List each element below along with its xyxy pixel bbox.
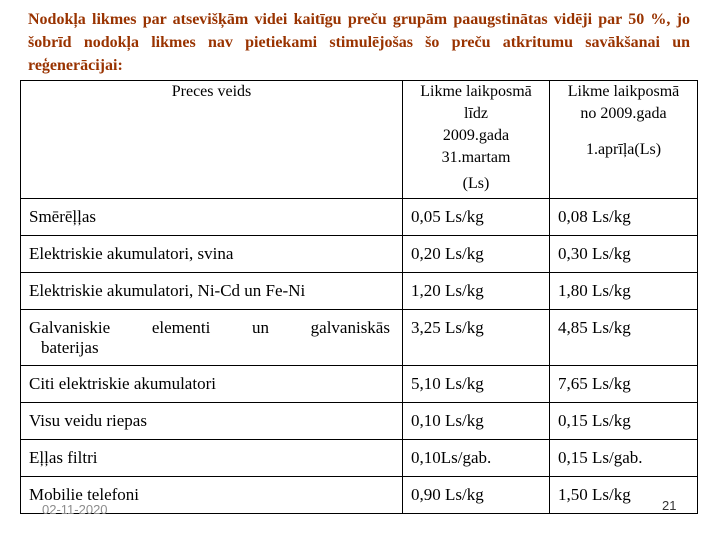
- product-name: Smērēļļas: [21, 199, 403, 236]
- table-row: [21, 440, 698, 477]
- table-row: [21, 236, 698, 273]
- rate-from: 0,08 Ls/kg: [550, 199, 698, 236]
- rate-until: 0,10 Ls/kg: [403, 403, 550, 440]
- product-name: Mobilie telefoni: [21, 477, 403, 514]
- header-col2-line: (Ls): [462, 175, 490, 192]
- header-product-type: Preces veids: [21, 81, 403, 199]
- table-header-row: [21, 81, 698, 199]
- name-word: un: [252, 318, 270, 337]
- table-row: [21, 273, 698, 310]
- header-col3-line: no 2009.gada: [580, 105, 667, 122]
- page-number: 21: [662, 498, 677, 513]
- product-name: Citi elektriskie akumulatori: [21, 366, 403, 403]
- rate-from: 0,15 Ls/gab.: [550, 440, 698, 477]
- rate-from: 0,15 Ls/kg: [550, 403, 698, 440]
- table-row: [21, 477, 698, 514]
- product-name: Elektriskie akumulatori, Ni-Cd un Fe-Ni: [21, 273, 403, 310]
- header-col2-line: Likme laikposmā: [420, 83, 532, 100]
- intro-paragraph: Nodokļa likmes par atsevišķām videi kaitīgu preču grupām paaugstinātas vidēji par 50 %, jo šobrīd nodokļa likmes nav pietiekami stimulējošas šo preču atkritumu savākšanai un reģenerācijai:: [28, 11, 690, 74]
- name-word: elementi: [151, 318, 211, 337]
- tax-rates-table: [20, 80, 698, 514]
- product-name: [21, 310, 403, 366]
- header-col3-line: Likme laikposmā: [567, 83, 680, 100]
- product-name-line2: baterijas: [41, 338, 99, 357]
- product-name: Visu veidu riepas: [21, 403, 403, 440]
- rate-until: 0,10Ls/gab.: [403, 440, 550, 477]
- name-word: Galvaniskie: [29, 318, 111, 337]
- header-rate-until-2009-03-31: [403, 81, 550, 199]
- header-col2-line: 31.martam: [441, 149, 511, 166]
- header-col2-line: 2009.gada: [442, 127, 510, 144]
- rate-until: 3,25 Ls/kg: [403, 310, 550, 366]
- product-name-line1: [29, 318, 394, 338]
- rate-until: 0,90 Ls/kg: [403, 477, 550, 514]
- table-row: [21, 199, 698, 236]
- name-word: galvaniskās: [310, 318, 390, 337]
- header-col3-line: 1.aprīļa(Ls): [585, 141, 662, 158]
- rate-until: 0,05 Ls/kg: [403, 199, 550, 236]
- header-col2-line: līdz: [464, 105, 488, 122]
- rate-from: 1,80 Ls/kg: [550, 273, 698, 310]
- rate-until: 1,20 Ls/kg: [403, 273, 550, 310]
- table-row: [21, 403, 698, 440]
- rate-from: 7,65 Ls/kg: [550, 366, 698, 403]
- rate-from: 1,50 Ls/kg: [550, 477, 698, 514]
- table-row: [21, 366, 698, 403]
- product-name: Eļļas filtri: [21, 440, 403, 477]
- footer-date: 02-11-2020: [42, 502, 108, 517]
- header-rate-from-2009-04-01: [550, 81, 698, 199]
- rate-until: 5,10 Ls/kg: [403, 366, 550, 403]
- rate-from: 0,30 Ls/kg: [550, 236, 698, 273]
- rate-from: 4,85 Ls/kg: [550, 310, 698, 366]
- rate-until: 0,20 Ls/kg: [403, 236, 550, 273]
- product-name: Elektriskie akumulatori, svina: [21, 236, 403, 273]
- table-row: [21, 310, 698, 366]
